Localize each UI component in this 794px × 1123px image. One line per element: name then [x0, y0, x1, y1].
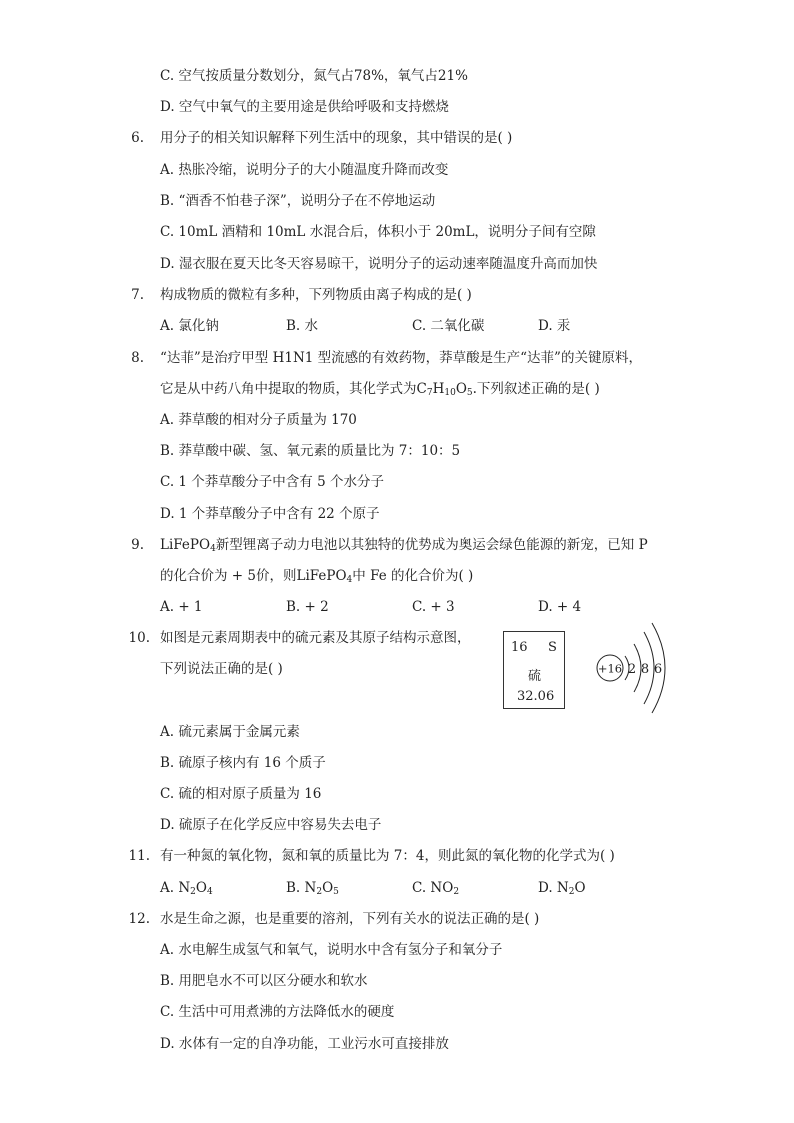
q11-option-b [286, 878, 339, 898]
q7-option-a: A. 氯化钠 [160, 318, 219, 334]
q6-option-d: D. 湿衣服在夏天比冬天容易晾干，说明分子的运动速率随温度升高而加快 [160, 256, 598, 272]
shell-3-electrons: 6 [653, 662, 663, 677]
q12-option-a: A. 水电解生成氢气和氧气，说明水中含有氢分子和氧分子 [160, 942, 503, 958]
q12-option-c: C. 生活中可用煮沸的方法降低水的硬度 [160, 1004, 395, 1020]
q11-d-o: O [574, 880, 586, 896]
q9-option-c: C. + 3 [412, 599, 455, 615]
nucleus-charge: +16 [597, 661, 623, 676]
q11-option-a [160, 878, 213, 898]
q9-stem-line1 [160, 535, 648, 555]
q7-option-c: C. 二氧化碳 [412, 318, 485, 334]
q8-stem-line2 [160, 379, 600, 399]
q11-c-sub1: 2 [453, 887, 460, 897]
q11-c-no: C. NO [412, 880, 454, 896]
q12-option-d: D. 水体有一定的自净功能，工业污水可直接排放 [160, 1036, 449, 1052]
q11-d-n: D. N [538, 880, 569, 896]
q10-option-b: B. 硫原子核内有 16 个质子 [160, 755, 326, 771]
q10-option-c: C. 硫的相对原子质量为 16 [160, 786, 322, 802]
atomic-mass: 32.06 [517, 689, 555, 704]
q8-number: 8. [131, 350, 144, 366]
q8-stem-tail: .下列叙述正确的是( ) [472, 381, 600, 397]
q11-stem: 有一种氮的氧化物，氮和氧的质量比为 7：4，则此氮的氧化物的化学式为( ) [160, 848, 615, 864]
q12-stem: 水是生命之源，也是重要的溶剂，下列有关水的说法正确的是( ) [160, 911, 540, 927]
q11-b-n: B. N [286, 880, 317, 896]
q9-formula: LiFePO [160, 537, 211, 553]
q8-sub-h: 10 [444, 388, 456, 398]
q8-o: O [455, 381, 467, 397]
q9-option-b: B. + 2 [286, 599, 329, 615]
q9-number: 9. [131, 537, 144, 553]
q11-b-sub1: 2 [316, 887, 323, 897]
q8-option-b: B. 莽草酸中碳、氢、氧元素的质量比为 7：10：5 [160, 443, 461, 459]
q9-option-a: A. + 1 [160, 599, 203, 615]
q9-stem-tail: 中 Fe 的化合价为( ) [352, 568, 474, 584]
q9-stem-text2: 的化合价为 + 5价，则LiFePO [160, 568, 347, 584]
q8-stem-line1: “达菲”是治疗甲型 H1N1 型流感的有效药物，莽草酸是生产“达菲”的关键原料， [160, 350, 642, 366]
shell-2-electrons: 8 [640, 662, 650, 677]
q7-number: 7. [131, 287, 144, 303]
q7-stem: 构成物质的微粒有多种，下列物质由离子构成的是( ) [160, 287, 472, 303]
atomic-number: 16 [511, 640, 528, 655]
q6-option-c: C. 10mL 酒精和 10mL 水混合后，体积小于 20mL，说明分子间有空隙 [160, 224, 596, 240]
q11-a-n: A. N [160, 880, 191, 896]
q6-number: 6. [131, 130, 144, 146]
q8-sub-c: 7 [426, 388, 433, 398]
q8-option-a: A. 莽草酸的相对分子质量为 170 [160, 412, 357, 428]
atom-structure-diagram [590, 618, 670, 718]
periodic-table-cell [503, 631, 565, 709]
q12-option-b: B. 用肥皂水不可以区分硬水和软水 [160, 973, 368, 989]
q7-option-b: B. 水 [286, 318, 319, 334]
q7-option-d: D. 汞 [538, 318, 571, 334]
q11-option-c [412, 878, 459, 898]
q11-b-sub2: 5 [333, 887, 339, 897]
q9-option-d: D. + 4 [538, 599, 582, 615]
shell-1-electrons: 2 [627, 662, 637, 677]
q11-a-sub2: 4 [206, 887, 213, 897]
q11-b-o: O [322, 880, 334, 896]
q8-sub-o: 5 [466, 388, 473, 398]
q6-option-a: A. 热胀冷缩，说明分子的大小随温度升降而改变 [160, 162, 449, 178]
q8-option-d: D. 1 个莽草酸分子中含有 22 个原子 [160, 506, 380, 522]
q11-a-sub1: 2 [190, 887, 196, 897]
q6-option-b: B. “酒香不怕巷子深”，说明分子在不停地运动 [160, 193, 436, 209]
q10-option-d: D. 硫原子在化学反应中容易失去电子 [160, 817, 382, 833]
element-symbol: S [548, 640, 557, 655]
q6-stem: 用分子的相关知识解释下列生活中的现象，其中错误的是( ) [160, 130, 513, 146]
q10-stem-line2: 下列说法正确的是( ) [160, 661, 283, 677]
q11-number: 11. [128, 848, 150, 864]
q9-sub-1: 4 [210, 544, 216, 554]
q9-stem-text: 新型锂离子动力电池以其独特的优势成为奥运会绿色能源的新宠，已知 P [215, 537, 648, 553]
q10-stem-line1: 如图是元素周期表中的硫元素及其原子结构示意图， [160, 630, 471, 646]
q10-option-a: A. 硫元素属于金属元素 [160, 724, 300, 740]
q5-option-d: D. 空气中氧气的主要用途是供给呼吸和支持燃烧 [160, 99, 449, 115]
q11-a-o: O [195, 880, 207, 896]
q8-option-c: C. 1 个莽草酸分子中含有 5 个水分子 [160, 474, 384, 490]
q5-option-c: C. 空气按质量分数划分，氮气占78%，氧气占21% [160, 68, 468, 84]
q12-number: 12. [128, 911, 150, 927]
q8-stem-text: 它是从中药八角中提取的物质，其化学式为C [160, 381, 427, 397]
q10-number: 10. [128, 630, 150, 646]
q9-sub-2: 4 [346, 575, 353, 585]
q8-h: H [432, 381, 445, 397]
element-name: 硫 [528, 669, 542, 684]
q11-option-d [538, 878, 586, 898]
q11-d-sub1: 2 [568, 887, 575, 897]
q9-stem-line2 [160, 566, 473, 586]
